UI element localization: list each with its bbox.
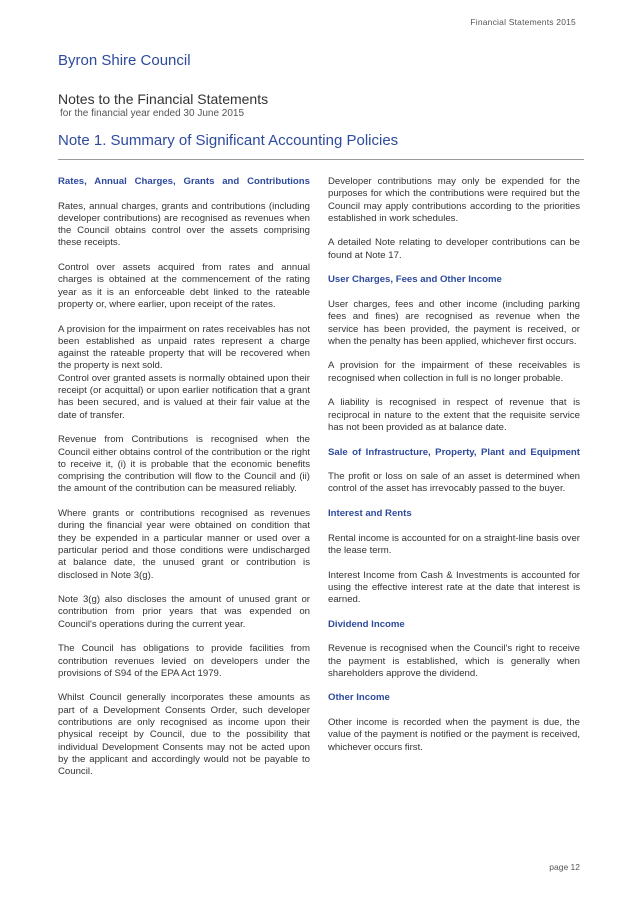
paragraph: User charges, fees and other income (including parking fees and fines) are recognised as revenue when the service has been provided, the payment is received, or when the penalty has been applied, whichever first occurs. (328, 298, 580, 347)
running-header: Financial Statements 2015 (470, 17, 576, 27)
paragraph: A provision for the impairment of these receivables is recognised when collection in full is no longer probable. (328, 360, 580, 384)
paragraph: Developer contributions may only be expended for the purposes for which the contributions were required but the Council may apply contributions according to the priorities established in work schedules. (328, 176, 580, 224)
left-column (58, 176, 310, 791)
paragraph: The profit or loss on sale of an asset is determined when control of the asset has irrevocably passed to the buyer. (328, 471, 580, 495)
document-title: Notes to the Financial Statements (58, 91, 269, 107)
reporting-period: for the financial year ended 30 June 2015 (60, 108, 245, 119)
paragraph: Other income is recorded when the payment is due, the value of the payment is notified or the payment is received, whichever occurs first. (328, 717, 580, 753)
paragraph: The Council has obligations to provide facilities from contribution revenues levied on developers under the provisions of S94 of the EPA Act 1979. (58, 643, 310, 679)
organisation-name: Byron Shire Council (58, 52, 191, 69)
right-column (328, 176, 580, 766)
section-heading-dividend-income: Dividend Income (328, 618, 405, 630)
note-title: Note 1. Summary of Significant Accounting Policies (58, 132, 399, 149)
paragraph: A detailed Note relating to developer contributions can be found at Note 17. (328, 237, 580, 261)
paragraph: A provision for the impairment on rates receivables has not been established as unpaid rates represent a charge against the rateable property that will be recovered when the property is next sold. (58, 323, 310, 372)
paragraph: A liability is recognised in respect of revenue that is reciprocal in nature to the extent that the requisite service has not been provided as at balance date. (328, 397, 580, 433)
paragraph: Rental income is accounted for on a straight-line basis over the lease term. (328, 532, 580, 556)
paragraph: Where grants or contributions recognised as revenues during the financial year were obtained on condition that they be expended in a particular manner or used over a particular period and those conditions were undischarged at balance date, the unused grant or contribution is disclosed in Note 3(g). (58, 508, 310, 581)
section-heading-rates: Rates, Annual Charges, Grants and Contributions (58, 176, 310, 187)
paragraph: Whilst Council generally incorporates these amounts as part of a Development Consents Order, such developer contributions are only recognised as income upon their physical receipt by Council, due to the possibility that individual Development Consents may not be acted upon by the applicant and accordingly would not be payable to Council. (58, 692, 310, 778)
section-heading-user-charges: User Charges, Fees and Other Income (328, 274, 502, 286)
title-divider (58, 159, 584, 160)
page-number: page 12 (549, 862, 580, 872)
paragraph: Revenue is recognised when the Council's right to receive the payment is established, which is generally when shareholders approve the dividend. (328, 643, 580, 679)
section-heading-interest-rents: Interest and Rents (328, 508, 412, 520)
paragraph: Note 3(g) also discloses the amount of unused grant or contribution from prior years that was expended on Council's operations during the current year. (58, 594, 310, 630)
paragraph: Interest Income from Cash & Investments is accounted for using the effective interest rate at the date that interest is earned. (328, 569, 580, 606)
paragraph: Control over granted assets is normally obtained upon their receipt (or acquittal) or upon earlier notification that a grant has been secured, and is valued at their fair value at the date of transfer. (58, 372, 310, 421)
section-heading-other-income: Other Income (328, 692, 390, 704)
paragraph: Control over assets acquired from rates and annual charges is obtained at the commencement of the rating year as it is an enforceable debt linked to the rateable property or, where earlier, upon receipt of the rates. (58, 262, 310, 310)
section-heading-sale-of-assets: Sale of Infrastructure, Property, Plant and Equipment (328, 446, 580, 458)
paragraph: Rates, annual charges, grants and contributions (including developer contributions) are recognised as revenues when the Council obtains control over the assets comprising these receipts. (58, 200, 310, 249)
paragraph: Revenue from Contributions is recognised when the Council either obtains control of the contribution or the right to receive it, (i) it is probable that the economic benefits comprising the contribution will flow to the Council and (ii) the amount of the contribution can be measured reliably. (58, 434, 310, 495)
